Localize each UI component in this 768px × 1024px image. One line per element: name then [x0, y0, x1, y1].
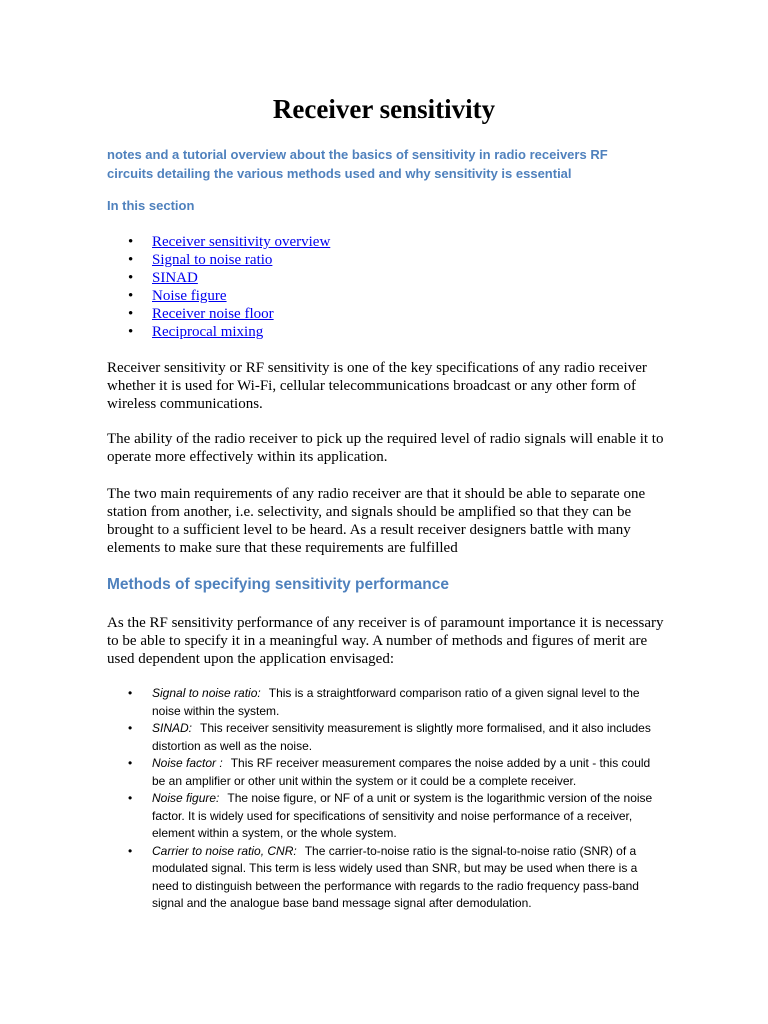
section-label: In this section: [107, 198, 195, 213]
method-term: Signal to noise ratio:: [152, 686, 261, 700]
list-item: [128, 843, 663, 913]
methods-intro-paragraph: As the RF sensitivity performance of any receiver is of paramount importance it is necessary to be able to specify it in a meaningful way. A number of methods and figures of merit are used dependent upon the application envisaged:: [107, 615, 664, 667]
method-term: Noise factor :: [152, 756, 223, 770]
list-item: [128, 269, 330, 287]
bullet-icon: •: [128, 756, 133, 770]
method-description: This RF receiver measurement compares the noise added by a unit - this could be an amplifier or other unit within the system or it could be a complete receiver.: [152, 756, 651, 788]
body-paragraph-2: The ability of the radio receiver to pick up the required level of radio signals will enable it to operate more effectively within its application.: [107, 431, 664, 465]
bullet-icon: •: [128, 686, 133, 700]
method-term: Noise figure:: [152, 791, 220, 805]
method-term: Carrier to noise ratio, CNR:: [152, 843, 297, 858]
page-subtitle: notes and a tutorial overview about the basics of sensitivity in radio receivers RF circuits detailing the various methods used and why sensitivity is essential: [107, 147, 608, 181]
list-item: [128, 685, 663, 720]
link-receiver-sensitivity-overview[interactable]: Receiver sensitivity overview: [152, 234, 331, 250]
method-term: SINAD:: [152, 721, 193, 735]
list-item: [128, 251, 330, 269]
link-signal-to-noise-ratio[interactable]: Signal to noise ratio: [152, 252, 273, 268]
bullet-icon: •: [128, 791, 133, 805]
section-link-list: [128, 233, 330, 341]
section-heading: Methods of specifying sensitivity performance: [107, 576, 449, 593]
link-reciprocal-mixing[interactable]: Reciprocal mixing: [152, 324, 264, 340]
method-description: The carrier-to-noise ratio is the signal-to-noise ratio (SNR) of a modulated signal. This term is less widely used than SNR, but may be used when there is a need to distinguish between the performance with regards to the radio frequency pass-band signal and the analogue base band message signal after demodulation.: [152, 843, 639, 910]
list-item: [128, 305, 330, 323]
list-item: [128, 720, 663, 755]
list-item: [128, 790, 663, 843]
list-item: [128, 233, 330, 251]
methods-list: [128, 685, 663, 913]
list-item: [128, 287, 330, 305]
method-description: This is a straightforward comparison ratio of a given signal level to the noise within the system.: [152, 686, 640, 718]
method-description: This receiver sensitivity measurement is slightly more formalised, and it also includes distortion as well as the noise.: [152, 721, 651, 753]
list-item: [128, 323, 330, 341]
bullet-icon: •: [128, 721, 133, 735]
link-receiver-noise-floor[interactable]: Receiver noise floor: [152, 306, 274, 322]
bullet-icon: •: [128, 306, 134, 322]
bullet-icon: •: [128, 843, 133, 858]
link-sinad[interactable]: SINAD: [152, 270, 198, 286]
page-title: Receiver sensitivity: [272, 94, 496, 124]
bullet-icon: •: [128, 288, 134, 304]
list-item: [128, 755, 663, 790]
method-description: The noise figure, or NF of a unit or system is the logarithmic version of the noise factor. It is widely used for specifications of sensitivity and noise performance of a receiver, element within a system, or the whole system.: [152, 791, 653, 840]
bullet-icon: •: [128, 234, 134, 250]
bullet-icon: •: [128, 324, 134, 340]
link-noise-figure[interactable]: Noise figure: [152, 288, 227, 304]
body-paragraph-3: The two main requirements of any radio receiver are that it should be able to separate one station from another, i.e. selectivity, and signals should be amplified so that they can be brought to a sufficient level to be heard. As a result receiver designers battle with many elements to make sure that these requirements are fulfilled: [107, 486, 646, 556]
body-paragraph-1: Receiver sensitivity or RF sensitivity is one of the key specifications of any radio receiver whether it is used for Wi-Fi, cellular telecommunications broadcast or any other form of wireless communications.: [107, 360, 647, 412]
bullet-icon: •: [128, 270, 134, 286]
bullet-icon: •: [128, 252, 134, 268]
